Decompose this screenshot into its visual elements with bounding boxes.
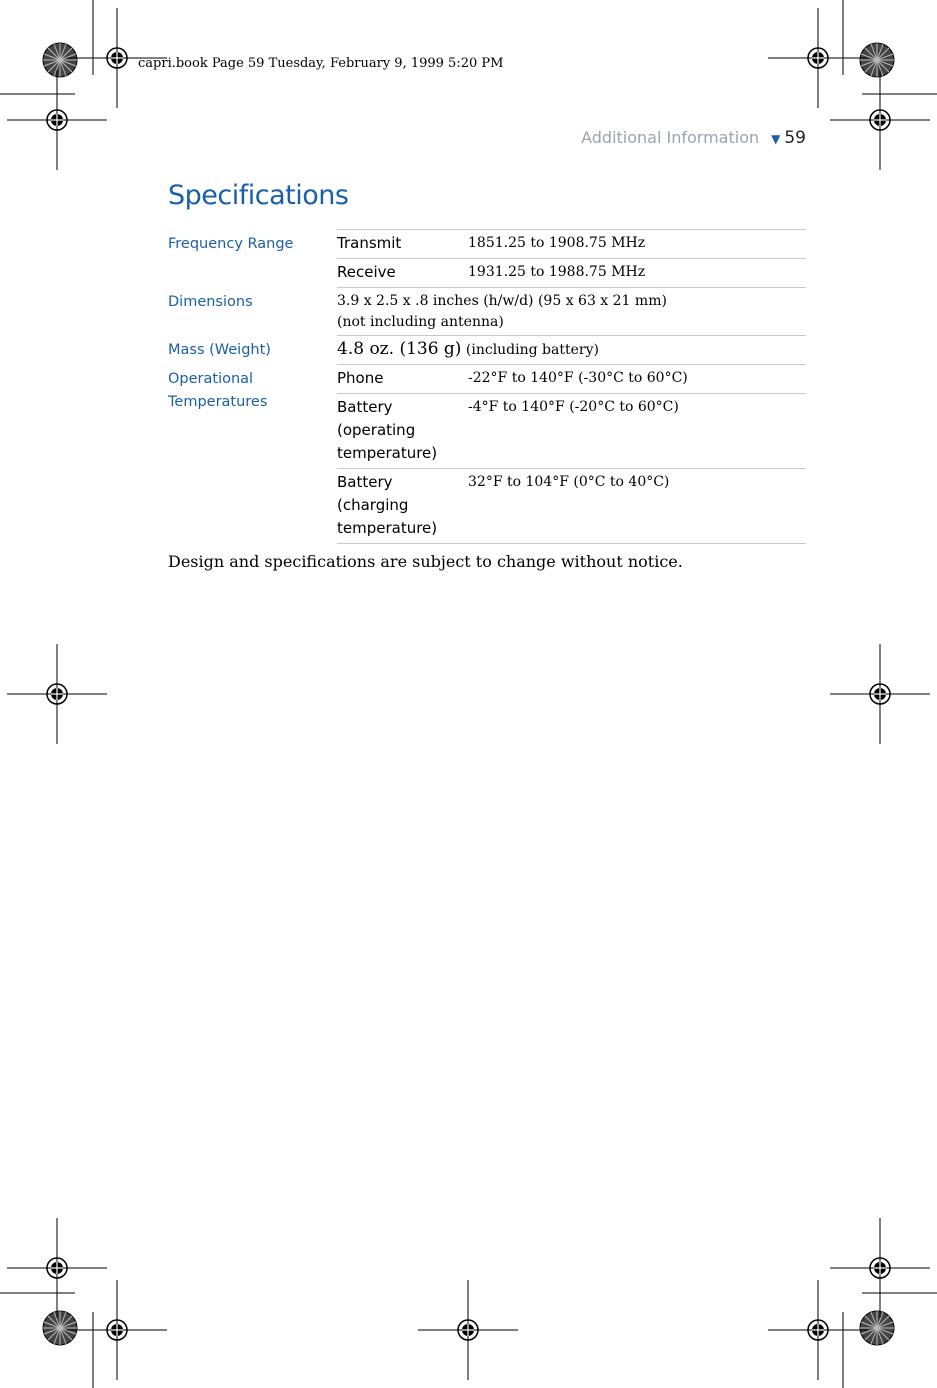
- running-header: [581, 128, 806, 148]
- crosshair-icon: [768, 8, 868, 108]
- row-name-line: temperature): [337, 519, 438, 537]
- crosshair-icon: [830, 70, 930, 170]
- row-name: Transmit: [337, 234, 402, 252]
- row-value: 1931.25 to 1988.75 MHz: [468, 264, 646, 280]
- crosshair-icon: [7, 1218, 107, 1318]
- table-row: [337, 258, 806, 287]
- spec-label: Operational Temperatures: [168, 371, 268, 410]
- table-row: [337, 364, 806, 393]
- row-value: [337, 336, 806, 364]
- spec-dimensions: [168, 287, 806, 335]
- table-bottom-rule: [337, 543, 806, 544]
- table-row: [337, 468, 806, 543]
- table-row: [337, 335, 806, 364]
- row-name-line: Phone: [337, 369, 384, 387]
- table-row: [337, 287, 806, 335]
- mass-value: 4.8 oz. (136 g): [337, 339, 462, 359]
- row-name-line: (charging: [337, 496, 409, 514]
- section-name: Additional Information: [581, 128, 760, 147]
- star-target-icon: [860, 1311, 894, 1345]
- row-name-line: Battery: [337, 398, 393, 416]
- row-value: [337, 288, 806, 335]
- spec-operational-temperatures: [168, 364, 806, 544]
- row-name: [337, 394, 468, 468]
- spec-label: Frequency Range: [168, 236, 294, 252]
- row-name: Receive: [337, 263, 396, 281]
- dimensions-line: 3.9 x 2.5 x .8 inches (h/w/d) (95 x 63 x 21 mm): [337, 293, 667, 309]
- disclaimer: Design and specifications are subject to change without notice.: [168, 552, 683, 571]
- star-target-icon: [43, 43, 77, 77]
- row-name: [337, 469, 468, 543]
- crosshair-icon: [830, 644, 930, 744]
- row-name-line: temperature): [337, 444, 438, 462]
- table-row: [337, 229, 806, 258]
- table-row: [337, 393, 806, 468]
- row-value: -22°F to 140°F (-30°C to 60°C): [468, 370, 688, 386]
- spec-label: Mass (Weight): [168, 342, 271, 358]
- crosshair-icon: [768, 1280, 868, 1380]
- star-target-icon: [43, 1311, 77, 1345]
- spec-mass: [168, 335, 806, 364]
- row-name-line: Battery: [337, 473, 393, 491]
- crosshair-icon: [7, 70, 107, 170]
- row-value: -4°F to 140°F (-20°C to 60°C): [468, 399, 679, 415]
- crosshair-icon: [830, 1218, 930, 1318]
- mass-note: (including battery): [465, 342, 599, 358]
- row-value: 32°F to 104°F (0°C to 40°C): [468, 474, 670, 490]
- crosshair-icon: [418, 1280, 518, 1380]
- crosshair-icon: [7, 644, 107, 744]
- page-title: Specifications: [168, 180, 349, 211]
- row-name: [337, 365, 468, 393]
- page-number: 59: [784, 128, 806, 148]
- spec-frequency-range: [168, 229, 806, 287]
- star-target-icon: [860, 43, 894, 77]
- print-slug: capri.book Page 59 Tuesday, February 9, 1999 5:20 PM: [138, 56, 504, 71]
- crosshair-icon: [67, 1280, 167, 1380]
- triangle-down-icon: ▼: [771, 132, 781, 146]
- specifications-table: [168, 229, 806, 544]
- row-name-line: (operating: [337, 421, 416, 439]
- row-value: 1851.25 to 1908.75 MHz: [468, 235, 646, 251]
- spec-label: Dimensions: [168, 294, 253, 310]
- dimensions-note: (not including antenna): [337, 314, 504, 330]
